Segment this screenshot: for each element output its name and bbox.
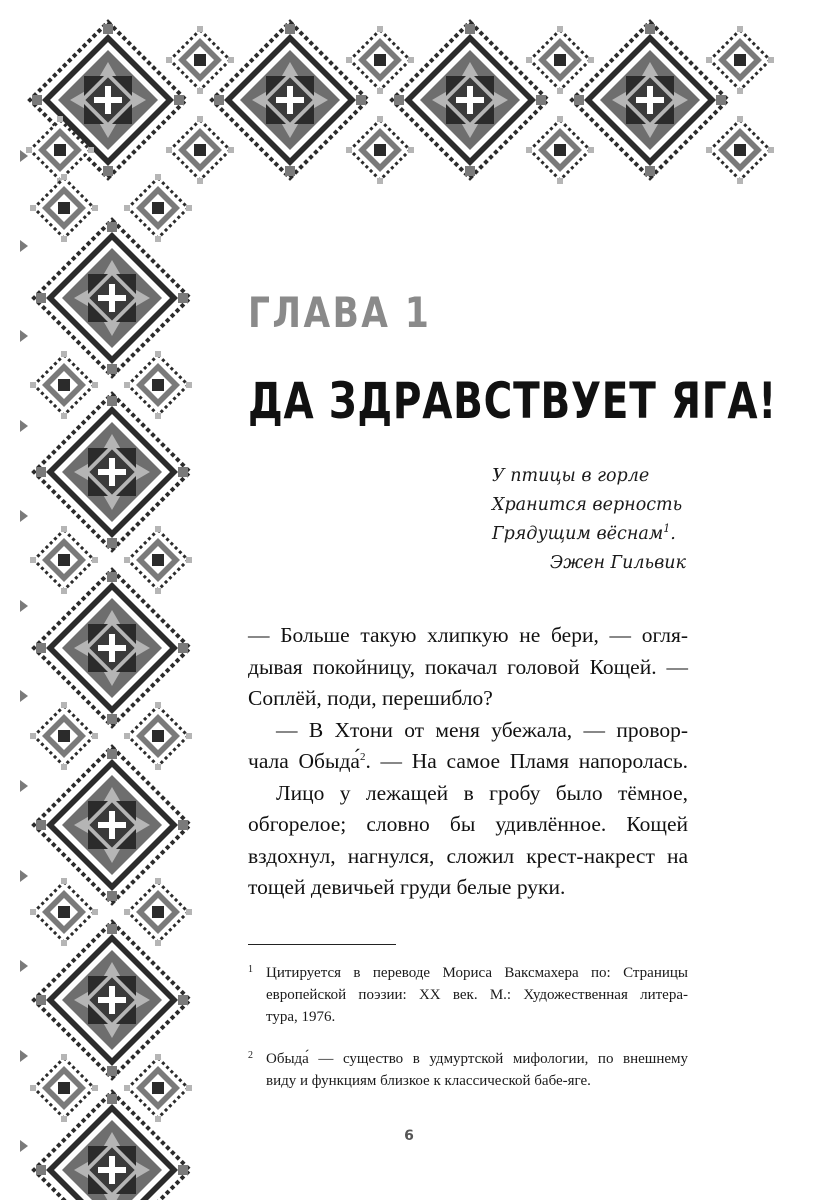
chapter-number: ГЛАВА 1 (248, 288, 432, 337)
page-number: 6 (404, 1128, 414, 1144)
footnote-divider (248, 944, 396, 945)
footnote-number: 2 (248, 1050, 253, 1061)
body-line: — В Хтони от меня убежала, — провор- (276, 717, 688, 742)
footnote-line: тура, 1976. (266, 1009, 336, 1025)
body-line: чала Обыда́$^2$. — На самое Пламя напоролась. (248, 749, 688, 773)
epigraph-line: Хранится верность (492, 495, 683, 515)
footnote (248, 962, 688, 1028)
footnote-ref[interactable]: 1 (663, 522, 671, 536)
footnote-line: Цитируется в переводе Мориса Ваксмахера по: Страницы (266, 965, 688, 981)
body-line: Соплёй, поди, перешибло? (248, 686, 493, 710)
body-line: вздохнул, нагнулся, сложил крест-накрест на (248, 843, 688, 868)
body-line: обгорелое; словно бы удивлённое. Кощей (248, 812, 688, 836)
footnote-number: 1 (248, 964, 253, 975)
footnote (248, 1048, 688, 1092)
footnote-line: виду и функциям близкое к классической бабе-яге. (266, 1073, 591, 1089)
chapter-title: ДА ЗДРАВСТВУЕТ ЯГА! (248, 372, 777, 430)
epigraph-line: Грядущим вёснам$^1$. (492, 522, 676, 544)
epigraph (440, 462, 686, 578)
left-ornament-band (20, 150, 192, 1200)
body-line: — Больше такую хлипкую не бери, — огля- (248, 623, 688, 647)
body-text (248, 620, 688, 904)
footnote-line: европейской поэзии: XX век. М.: Художественная литера- (266, 987, 688, 1003)
footnotes (248, 962, 688, 1092)
epigraph-line: У птицы в горле (492, 466, 650, 486)
body-line: дывая покойницу, покачал головой Кощей. — (248, 654, 688, 679)
epigraph-author: Эжен Гильвик (549, 553, 686, 573)
body-line: тощей девичьей груди белые руки. (248, 875, 566, 899)
body-line: Лицо у лежащей в гробу было тёмное, (276, 780, 688, 805)
footnote-line: Обыда́ — существо в удмуртской мифологии, по внешнему (266, 1051, 688, 1067)
top-ornament-band (26, 22, 774, 184)
footnote-ref[interactable]: 2 (359, 750, 366, 763)
